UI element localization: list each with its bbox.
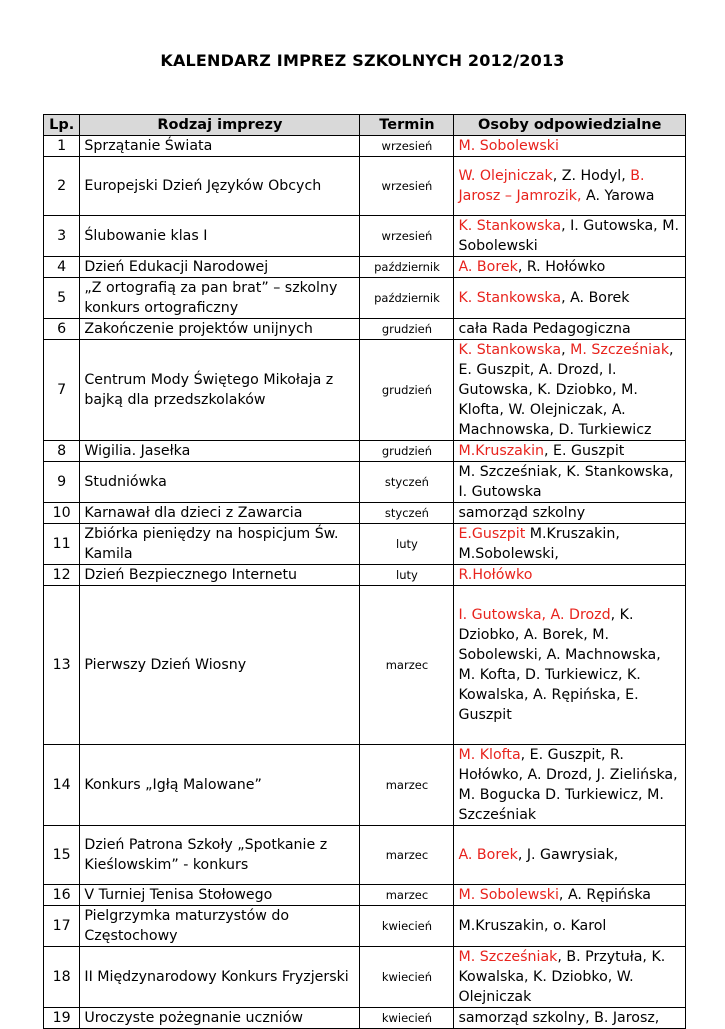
event-date: wrzesień xyxy=(360,157,454,216)
person-text: A. Yarowa xyxy=(581,188,655,204)
person-highlighted: A. Borek xyxy=(458,847,518,863)
person-text: , B. Przytuła, K. Kowalska, K. Dziobko, W. Olejniczak xyxy=(458,949,666,1005)
row-number: 15 xyxy=(44,826,80,885)
table-row xyxy=(44,745,686,826)
person-highlighted: K. Stankowska xyxy=(458,290,562,306)
person-highlighted: B. Jarosz – Jamrozik, xyxy=(458,168,645,204)
event-date: październik xyxy=(360,278,454,319)
event-name: V Turniej Tenisa Stołowego xyxy=(80,885,360,906)
responsible-people xyxy=(454,441,686,462)
row-number: 6 xyxy=(44,319,80,340)
person-text: M. Szcześniak, K. Stankowska, I. Gutowska xyxy=(458,464,674,500)
person-highlighted: K. Stankowska xyxy=(458,342,562,358)
person-highlighted: M. Sobolewski xyxy=(458,138,559,154)
row-number: 5 xyxy=(44,278,80,319)
person-highlighted: M.Kruszakin xyxy=(458,443,545,459)
table-row xyxy=(44,278,686,319)
event-date: grudzień xyxy=(360,340,454,441)
row-number: 14 xyxy=(44,745,80,826)
event-date: marzec xyxy=(360,826,454,885)
person-text: M.Kruszakin, M.Sobolewski, xyxy=(458,526,620,562)
header-lp: Lp. xyxy=(44,115,80,136)
row-number: 8 xyxy=(44,441,80,462)
row-number: 19 xyxy=(44,1008,80,1029)
event-date: styczeń xyxy=(360,462,454,503)
table-row xyxy=(44,906,686,947)
table-row xyxy=(44,503,686,524)
table-row xyxy=(44,257,686,278)
responsible-people xyxy=(454,257,686,278)
table-row xyxy=(44,524,686,565)
event-date: wrzesień xyxy=(360,216,454,257)
event-name: Dzień Patrona Szkoły „Spotkanie z Kieślowskim” - konkurs xyxy=(80,826,360,885)
person-text: M.Kruszakin, o. Karol xyxy=(458,918,607,934)
event-name: Wigilia. Jasełka xyxy=(80,441,360,462)
event-date: wrzesień xyxy=(360,136,454,157)
person-highlighted: M. Klofta xyxy=(458,747,521,763)
event-name: Sprzątanie Świata xyxy=(80,136,360,157)
event-name: II Międzynarodowy Konkurs Fryzjerski xyxy=(80,947,360,1008)
responsible-people xyxy=(454,906,686,947)
responsible-people xyxy=(454,136,686,157)
responsible-people xyxy=(454,565,686,586)
responsible-people xyxy=(454,826,686,885)
event-name: Uroczyste pożegnanie uczniów xyxy=(80,1008,360,1029)
event-date: marzec xyxy=(360,745,454,826)
row-number: 12 xyxy=(44,565,80,586)
row-number: 11 xyxy=(44,524,80,565)
header-event: Rodzaj imprezy xyxy=(80,115,360,136)
person-highlighted: K. Stankowska xyxy=(458,218,562,234)
responsible-people xyxy=(454,503,686,524)
header-people: Osoby odpowiedzialne xyxy=(454,115,686,136)
event-name: Dzień Edukacji Narodowej xyxy=(80,257,360,278)
table-row xyxy=(44,565,686,586)
event-date: październik xyxy=(360,257,454,278)
row-number: 16 xyxy=(44,885,80,906)
person-highlighted: A. Borek xyxy=(458,259,518,275)
person-highlighted: E.Guszpit xyxy=(458,526,526,542)
event-name: Konkurs „Igłą Malowane” xyxy=(80,745,360,826)
table-header-row xyxy=(44,115,686,136)
event-date: kwiecień xyxy=(360,947,454,1008)
event-name: Europejski Dzień Języków Obcych xyxy=(80,157,360,216)
page-title: KALENDARZ IMPREZ SZKOLNYCH 2012/2013 xyxy=(160,51,565,70)
responsible-people xyxy=(454,947,686,1008)
person-text: , A. Borek xyxy=(561,290,630,306)
table-row xyxy=(44,1008,686,1029)
row-number: 18 xyxy=(44,947,80,1008)
person-highlighted: W. Olejniczak xyxy=(458,168,553,184)
table-row xyxy=(44,157,686,216)
responsible-people xyxy=(454,524,686,565)
event-name: „Z ortografią za pan brat” – szkolny konkurs ortograficzny xyxy=(80,278,360,319)
table-row xyxy=(44,216,686,257)
responsible-people xyxy=(454,586,686,745)
responsible-people xyxy=(454,885,686,906)
person-text: , R. Hołówko xyxy=(517,259,606,275)
responsible-people xyxy=(454,319,686,340)
row-number: 13 xyxy=(44,586,80,745)
row-number: 4 xyxy=(44,257,80,278)
table-body xyxy=(44,136,686,1029)
table-row xyxy=(44,462,686,503)
person-text: , K. Dziobko, A. Borek, M. Sobolewski, A. Machnowska, M. Kofta, D. Turkiewicz, K. Kowalska, A. Rępińska, E. Guszpit xyxy=(458,607,661,723)
table-row xyxy=(44,319,686,340)
responsible-people xyxy=(454,1008,686,1029)
responsible-people xyxy=(454,462,686,503)
person-text: samorząd szkolny, B. Jarosz, xyxy=(458,1010,660,1026)
person-text: , E. Guszpit, R. Hołówko, A. Drozd, J. Zielińska, M. Bogucka D. Turkiewicz, M. Szcześniak xyxy=(458,747,678,823)
responsible-people xyxy=(454,216,686,257)
table-row xyxy=(44,136,686,157)
person-text: , Z. Hodyl, xyxy=(552,168,631,184)
row-number: 10 xyxy=(44,503,80,524)
table-row xyxy=(44,340,686,441)
event-date: marzec xyxy=(360,885,454,906)
event-name: Pierwszy Dzień Wiosny xyxy=(80,586,360,745)
event-name: Centrum Mody Świętego Mikołaja z bajką dla przedszkolaków xyxy=(80,340,360,441)
event-date: luty xyxy=(360,565,454,586)
person-highlighted: I. Gutowska, A. Drozd xyxy=(458,607,611,623)
event-date: marzec xyxy=(360,586,454,745)
event-date: kwiecień xyxy=(360,1008,454,1029)
row-number: 9 xyxy=(44,462,80,503)
table-row xyxy=(44,586,686,745)
event-date: grudzień xyxy=(360,319,454,340)
responsible-people xyxy=(454,340,686,441)
table-row xyxy=(44,441,686,462)
row-number: 7 xyxy=(44,340,80,441)
person-text: , E. Guszpit xyxy=(544,443,625,459)
responsible-people xyxy=(454,157,686,216)
person-text: , xyxy=(561,342,571,358)
event-date: grudzień xyxy=(360,441,454,462)
person-text: , I. Gutowska, M. Sobolewski xyxy=(458,218,679,254)
event-name: Ślubowanie klas I xyxy=(80,216,360,257)
event-date: styczeń xyxy=(360,503,454,524)
person-text: , J. Gawrysiak, xyxy=(517,847,619,863)
person-text: samorząd szkolny xyxy=(458,505,586,521)
table-row xyxy=(44,826,686,885)
events-table xyxy=(43,114,686,1029)
row-number: 2 xyxy=(44,157,80,216)
event-date: kwiecień xyxy=(360,906,454,947)
event-name: Zakończenie projektów unijnych xyxy=(80,319,360,340)
person-highlighted: M. Szcześniak xyxy=(458,949,558,965)
person-highlighted: M. Sobolewski xyxy=(458,887,559,903)
event-name: Pielgrzymka maturzystów do Częstochowy xyxy=(80,906,360,947)
event-name: Zbiórka pieniędzy na hospicjum Św. Kamila xyxy=(80,524,360,565)
person-highlighted: R.Hołówko xyxy=(458,567,533,583)
event-name: Studniówka xyxy=(80,462,360,503)
person-text: , A. Rępińska xyxy=(558,887,651,903)
person-highlighted: M. Szcześniak xyxy=(570,342,670,358)
row-number: 3 xyxy=(44,216,80,257)
person-text: cała Rada Pedagogiczna xyxy=(458,321,631,337)
responsible-people xyxy=(454,278,686,319)
event-name: Dzień Bezpiecznego Internetu xyxy=(80,565,360,586)
table-row xyxy=(44,947,686,1008)
event-date: luty xyxy=(360,524,454,565)
header-date: Termin xyxy=(360,115,454,136)
responsible-people xyxy=(454,745,686,826)
row-number: 1 xyxy=(44,136,80,157)
event-name: Karnawał dla dzieci z Zawarcia xyxy=(80,503,360,524)
person-text: , E. Guszpit, A. Drozd, I. Gutowska, K. Dziobko, M. Klofta, W. Olejniczak, A. Machnowska, D. Turkiewicz xyxy=(458,342,674,438)
table-row xyxy=(44,885,686,906)
row-number: 17 xyxy=(44,906,80,947)
